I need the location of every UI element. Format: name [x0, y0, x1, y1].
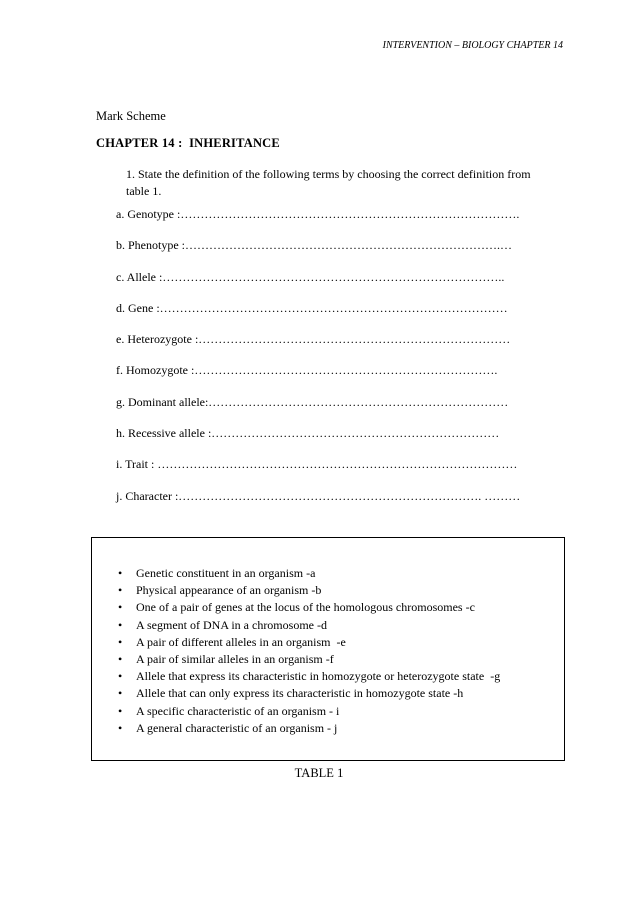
- term-genotype: a. Genotype :………………………………………………………………………….: [116, 207, 520, 221]
- mark-scheme-label: Mark Scheme: [96, 109, 166, 123]
- terms-list: [116, 207, 520, 520]
- bullet-icon: •: [118, 651, 123, 666]
- bullet-icon: •: [118, 720, 123, 735]
- bullet-icon: •: [118, 634, 123, 649]
- bullet-icon: •: [118, 600, 123, 615]
- bullet-icon: •: [118, 703, 123, 718]
- definition-text: A pair of different alleles in an organism -e: [136, 634, 346, 649]
- definitions-table-box: [91, 537, 565, 761]
- term-allele: c. Allele :…………………………………………………………………………..: [116, 269, 505, 284]
- term-phenotype: b. Phenotype :…………………………………………………………………….…: [116, 238, 512, 253]
- term-recessive-allele: h. Recessive allele :………………………………………………………………: [116, 426, 500, 441]
- term-trait: i. Trait : ………………………………………………………………………………: [116, 457, 518, 472]
- chapter-title: CHAPTER 14 : INHERITANCE: [96, 136, 280, 150]
- term-homozygote: f. Homozygote :………………………………………………………………….: [116, 363, 498, 378]
- bullet-icon: •: [118, 583, 123, 598]
- definition-text: A general characteristic of an organism - j: [136, 720, 338, 735]
- running-header: INTERVENTION – BIOLOGY CHAPTER 14: [382, 40, 563, 51]
- bullet-icon: •: [118, 566, 123, 580]
- bullet-icon: •: [118, 617, 123, 632]
- term-character: j. Character :…………………………………………………………………. ………: [116, 488, 521, 503]
- term-gene: d. Gene :……………………………………………………………………………: [116, 300, 508, 315]
- question-text: 1. State the definition of the following terms by choosing the correct definition from table 1.: [126, 167, 531, 198]
- term-heterozygote: e. Heterozygote :……………………………………………………………………: [116, 332, 511, 347]
- definition-text: A specific characteristic of an organism - i: [136, 703, 340, 718]
- bullet-icon: •: [118, 686, 123, 701]
- term-dominant-allele: g. Dominant allele:…………………………………………………………………: [116, 394, 509, 409]
- table-caption: TABLE 1: [294, 766, 344, 780]
- definition-text: A pair of similar alleles in an organism -f: [136, 651, 334, 666]
- bullet-icon: •: [118, 669, 123, 684]
- definition-text: Allele that can only express its characteristic in homozygote state -h: [136, 686, 464, 701]
- definition-text: Genetic constituent in an organism -a: [136, 566, 316, 580]
- definition-text: A segment of DNA in a chromosome -d: [136, 617, 327, 632]
- definition-text: One of a pair of genes at the locus of the homologous chromosomes -c: [136, 600, 475, 615]
- definition-text: Physical appearance of an organism -b: [136, 583, 322, 598]
- definition-text: Allele that express its characteristic in homozygote or heterozygote state -g: [136, 669, 501, 684]
